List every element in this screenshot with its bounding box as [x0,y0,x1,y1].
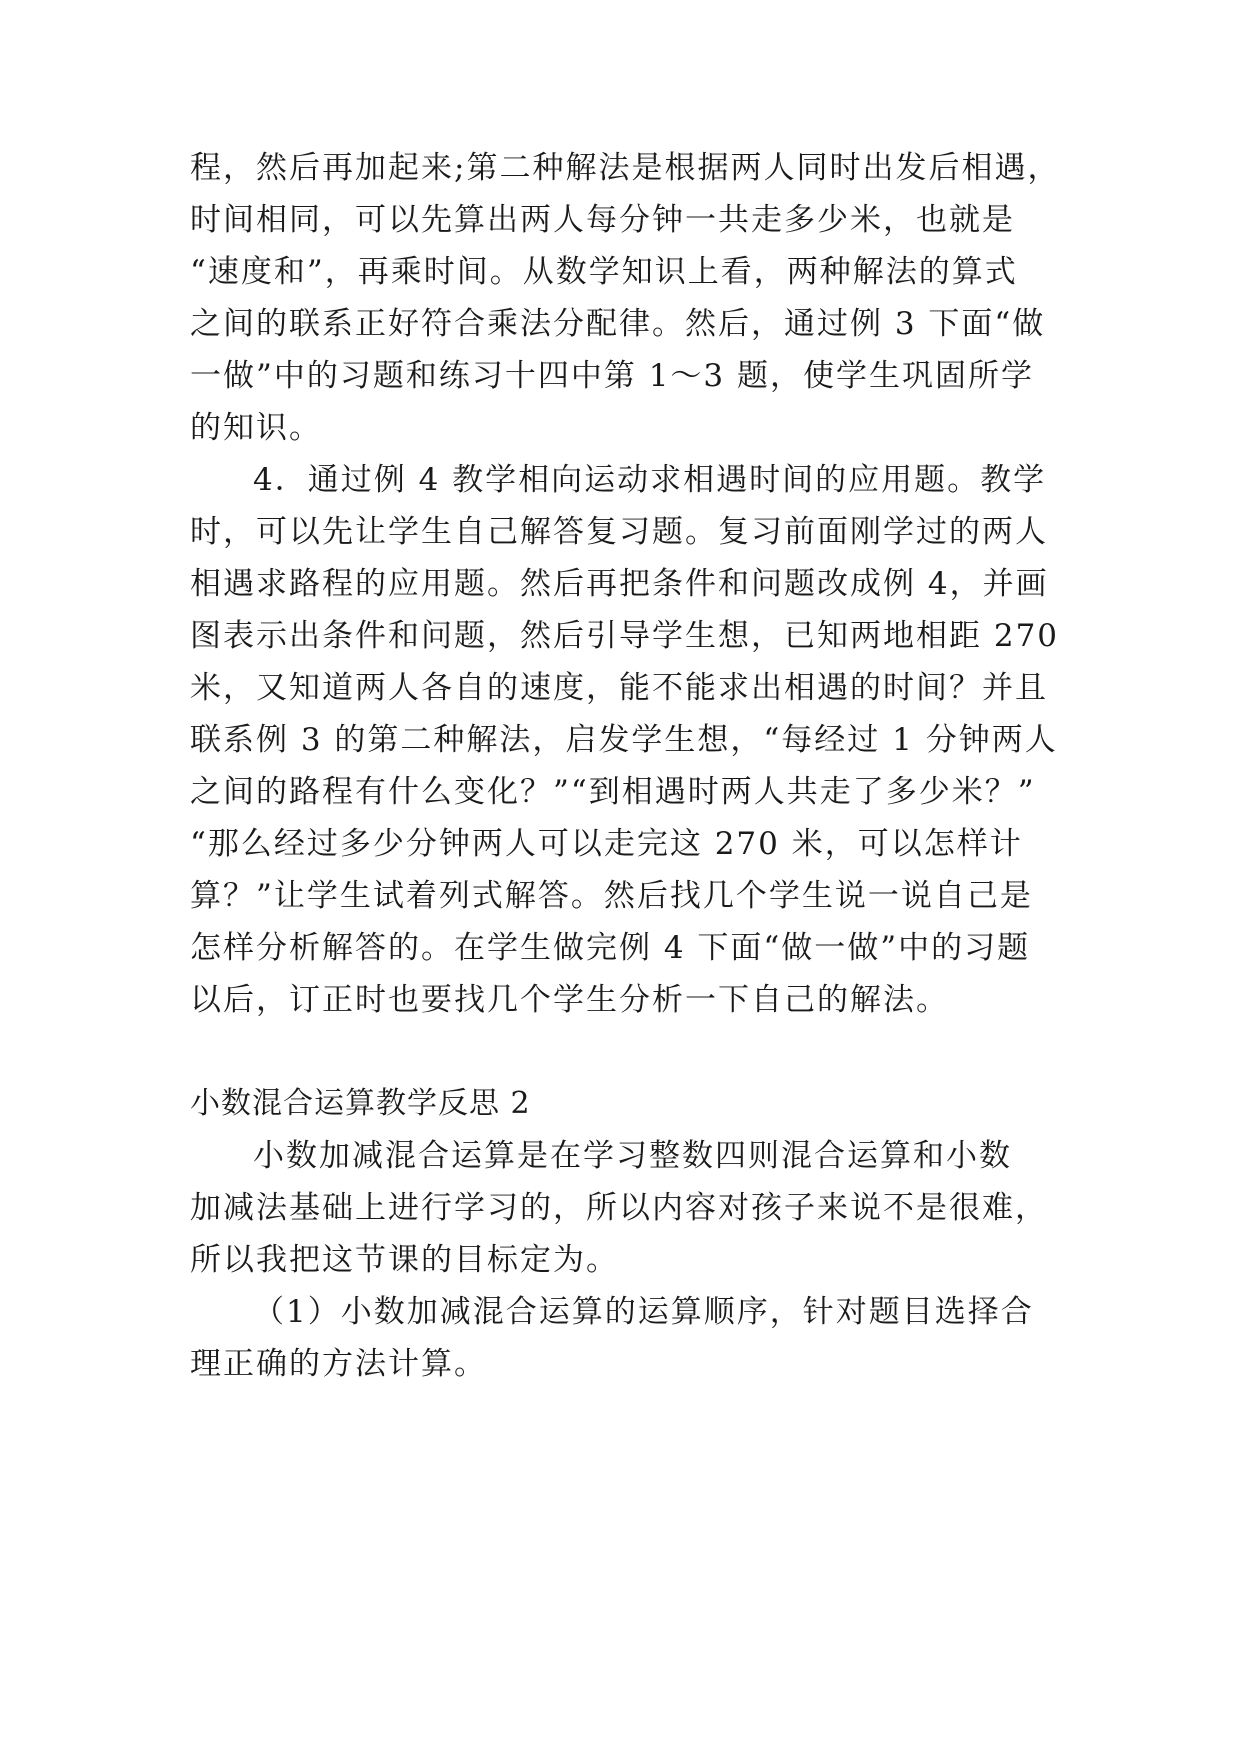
paragraph1-line-3: “速度和”，再乘时间。从数学知识上看，两种解法的算式 [190,254,1018,290]
paragraph4-line-2: 理正确的方法计算。 [190,1346,487,1382]
paragraph1-line-5: 一做”中的习题和练习十四中第 1～3 题，使学生巩固所学 [190,358,1034,394]
paragraph2-line-4: 图表示出条件和问题，然后引导学生想，已知两地相距 270 [190,618,1060,654]
paragraph4-line-1: （1）小数加减混合运算的运算顺序，针对题目选择合 [253,1294,1034,1330]
paragraph1-line-1: 程，然后再加起来;第二种解法是根据两人同时出发后相遇， [190,150,1061,186]
paragraph2-line-5: 米，又知道两人各自的速度，能不能求出相遇的时间？并且 [190,670,1048,706]
section-title: 小数混合运算教学反思 2 [190,1086,531,1121]
paragraph2-line-9: 算？”让学生试着列式解答。然后找几个学生说一说自己是 [190,878,1033,914]
paragraph2-line-2: 时，可以先让学生自己解答复习题。复习前面刚学过的两人 [190,514,1048,550]
paragraph3-line-1: 小数加减混合运算是在学习整数四则混合运算和小数 [253,1138,1012,1174]
paragraph2-line-7: 之间的路程有什么变化？”“到相遇时两人共走了多少米？” [190,774,1036,810]
paragraph2-line-1: 4．通过例 4 教学相向运动求相遇时间的应用题。教学 [253,462,1047,498]
paragraph3-line-3: 所以我把这节课的目标定为。 [190,1242,619,1278]
paragraph2-line-11: 以后，订正时也要找几个学生分析一下自己的解法。 [190,982,949,1018]
paragraph2-line-8: “那么经过多少分钟两人可以走完这 270 米，可以怎样计 [190,826,1023,862]
paragraph1-line-2: 时间相同，可以先算出两人每分钟一共走多少米，也就是 [190,202,1015,238]
paragraph3-line-2: 加减法基础上进行学习的，所以内容对孩子来说不是很难， [190,1190,1048,1226]
paragraph2-line-3: 相遇求路程的应用题。然后再把条件和问题改成例 4，并画 [190,566,1049,602]
paragraph1-line-4: 之间的联系正好符合乘法分配律。然后，通过例 3 下面“做 [190,306,1046,342]
paragraph2-line-10: 怎样分析解答的。在学生做完例 4 下面“做一做”中的习题 [190,930,1031,966]
paragraph2-line-6: 联系例 3 的第二种解法，启发学生想，“每经过 1 分钟两人 [190,722,1058,758]
paragraph1-line-6: 的知识。 [190,410,322,446]
